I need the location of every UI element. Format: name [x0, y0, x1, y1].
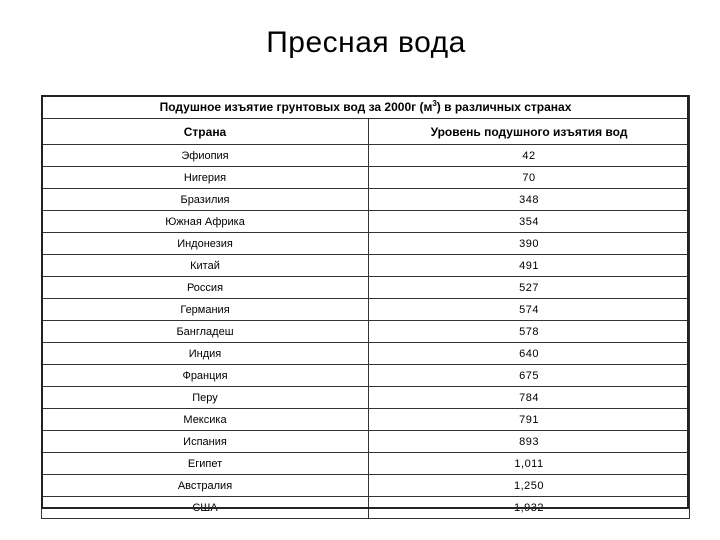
table-row — [42, 233, 690, 255]
country-cell: Перу — [42, 387, 369, 409]
table-caption-superscript: 3 — [432, 99, 437, 108]
table-row — [42, 387, 690, 409]
country-cell: Южная Африка — [42, 211, 369, 233]
value-cell: 574 — [369, 299, 690, 321]
country-cell: США — [42, 497, 369, 519]
table-row — [42, 211, 690, 233]
country-cell: Россия — [42, 277, 369, 299]
country-cell: Мексика — [42, 409, 369, 431]
country-cell: Бразилия — [42, 189, 369, 211]
table-caption-row — [42, 96, 690, 119]
country-cell: Франция — [42, 365, 369, 387]
country-cell: Индия — [42, 343, 369, 365]
table-caption-suffix: ) в различных странах — [436, 100, 572, 114]
table-row — [42, 409, 690, 431]
country-cell: Китай — [42, 255, 369, 277]
column-header-country: Страна — [42, 119, 369, 145]
table-row — [42, 145, 690, 167]
value-cell: 640 — [369, 343, 690, 365]
table-header-row — [42, 119, 690, 145]
country-cell: Бангладеш — [42, 321, 369, 343]
value-cell: 42 — [369, 145, 690, 167]
table-row — [42, 277, 690, 299]
value-cell: 893 — [369, 431, 690, 453]
table-row — [42, 255, 690, 277]
value-cell: 675 — [369, 365, 690, 387]
table-row — [42, 343, 690, 365]
country-cell: Германия — [42, 299, 369, 321]
table-row — [42, 475, 690, 497]
country-cell: Египет — [42, 453, 369, 475]
value-cell: 784 — [369, 387, 690, 409]
value-cell: 578 — [369, 321, 690, 343]
value-cell: 527 — [369, 277, 690, 299]
value-cell: 791 — [369, 409, 690, 431]
column-header-withdrawal: Уровень подушного изъятия вод — [369, 119, 690, 145]
country-cell: Нигерия — [42, 167, 369, 189]
value-cell: 491 — [369, 255, 690, 277]
value-cell: 1,250 — [369, 475, 690, 497]
value-cell: 1,011 — [369, 453, 690, 475]
slide-title: Пресная вода — [266, 26, 466, 59]
table-row — [42, 321, 690, 343]
table-row — [42, 431, 690, 453]
table-row — [42, 167, 690, 189]
groundwater-table — [41, 95, 690, 519]
value-cell: 70 — [369, 167, 690, 189]
table-row — [42, 189, 690, 211]
table-row — [42, 365, 690, 387]
table-row — [42, 453, 690, 475]
table-caption-prefix: Подушное изъятие грунтовых вод за 2000г (м — [159, 100, 433, 114]
table-caption — [42, 96, 690, 119]
value-cell: 348 — [369, 189, 690, 211]
country-cell: Эфиопия — [42, 145, 369, 167]
country-cell: Австралия — [42, 475, 369, 497]
table-row — [42, 299, 690, 321]
value-cell: 1,932 — [369, 497, 690, 519]
value-cell: 354 — [369, 211, 690, 233]
country-cell: Испания — [42, 431, 369, 453]
table-row — [42, 497, 690, 519]
country-cell: Индонезия — [42, 233, 369, 255]
value-cell: 390 — [369, 233, 690, 255]
